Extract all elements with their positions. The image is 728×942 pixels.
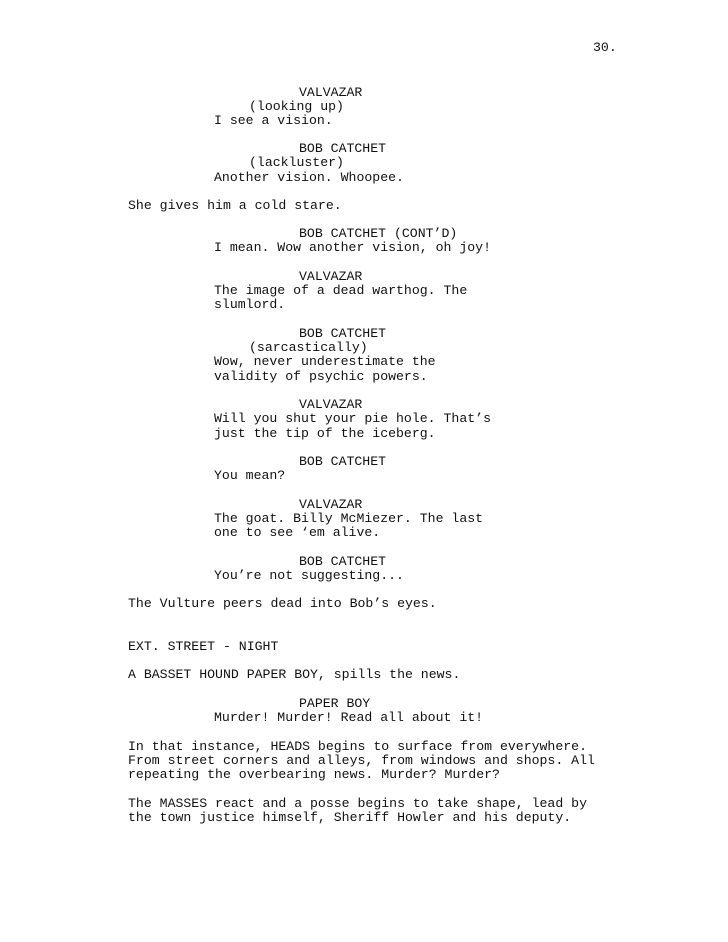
character-name: BOB CATCHET [299, 554, 387, 569]
scene-heading: EXT. STREET - NIGHT [128, 639, 279, 654]
dialogue-line: I see a vision. [214, 113, 333, 128]
action-line: repeating the overbearing news. Murder? Murder? [128, 767, 500, 782]
character-name: VALVAZAR [299, 397, 363, 412]
dialogue-line: Wow, never underestimate the [214, 354, 436, 369]
action-line: From street corners and alleys, from windows and shops. All [128, 753, 595, 768]
dialogue-line: You mean? [214, 468, 286, 483]
character-name: BOB CATCHET [299, 454, 387, 469]
dialogue-line: I mean. Wow another vision, oh joy! [214, 240, 491, 255]
action-line: A BASSET HOUND PAPER BOY, spills the news. [128, 667, 461, 682]
dialogue-line: Another vision. Whoopee. [214, 170, 404, 185]
dialogue-line: one to see ‘em alive. [214, 525, 381, 540]
page-number: 30. [593, 40, 617, 55]
action-line: In that instance, HEADS begins to surface from everywhere. [128, 739, 587, 754]
character-name: VALVAZAR [299, 85, 363, 100]
parenthetical: (sarcastically) [249, 340, 368, 355]
dialogue-line: Murder! Murder! Read all about it! [214, 710, 484, 725]
action-line: The Vulture peers dead into Bob’s eyes. [128, 596, 437, 611]
action-line: The MASSES react and a posse begins to take shape, lead by [128, 796, 587, 811]
dialogue-line: slumlord. [214, 297, 286, 312]
dialogue-line: just the tip of the iceberg. [214, 426, 436, 441]
character-name: PAPER BOY [299, 696, 371, 711]
dialogue-line: The goat. Billy McMiezer. The last [214, 511, 484, 526]
character-name: BOB CATCHET [299, 326, 387, 341]
character-name: BOB CATCHET (CONT’D) [299, 226, 458, 241]
character-name: VALVAZAR [299, 269, 363, 284]
dialogue-line: You’re not suggesting... [214, 568, 404, 583]
dialogue-line: validity of psychic powers. [214, 369, 428, 384]
parenthetical: (looking up) [249, 99, 344, 114]
parenthetical: (lackluster) [249, 155, 344, 170]
dialogue-line: Will you shut your pie hole. That’s [214, 411, 491, 426]
character-name: VALVAZAR [299, 497, 363, 512]
character-name: BOB CATCHET [299, 141, 387, 156]
dialogue-line: The image of a dead warthog. The [214, 283, 468, 298]
action-line: the town justice himself, Sheriff Howler and his deputy. [128, 810, 572, 825]
action-line: She gives him a cold stare. [128, 198, 342, 213]
